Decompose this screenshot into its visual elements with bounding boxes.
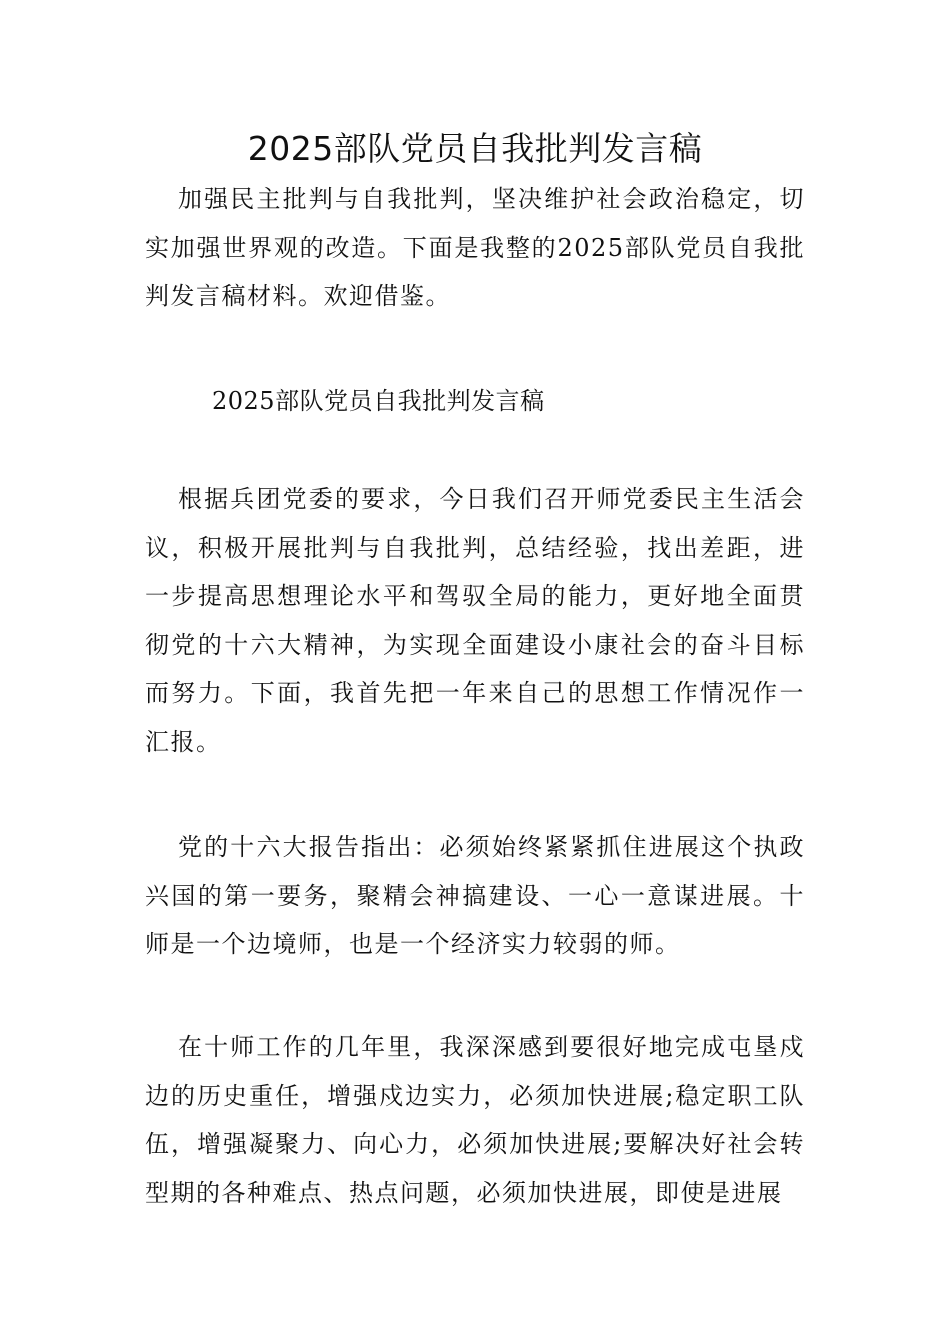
body-paragraph-3: 在十师工作的几年里，我深深感到要很好地完成屯垦戍边的历史重任，增强戍边实力，必须加快进展;稳定职工队伍，增强凝聚力、向心力，必须加快进展;要解决好社会转型期的各种难点、热点问题，必须加快进展，即使是进展 xyxy=(145,1033,805,1207)
body-paragraph-1: 根据兵团党委的要求，今日我们召开师党委民主生活会议，积极开展批判与自我批判，总结经验，找出差距，进一步提高思想理论水平和驾驭全局的能力，更好地全面贯彻党的十六大精神，为实现全面建设小康社会的奋斗目标而努力。下面，我首先把一年来自己的思想工作情况作一汇报。 xyxy=(145,485,805,756)
body-paragraph-2: 党的十六大报告指出：必须始终紧紧抓住进展这个执政兴国的第一要务，聚精会神搞建设、一心一意谋进展。十师是一个边境师，也是一个经济实力较弱的师。 xyxy=(145,833,805,958)
section-subtitle: 2025部队党员自我批判发言稿 xyxy=(212,387,545,415)
intro-paragraph: 加强民主批判与自我批判，坚决维护社会政治稳定，切实加强世界观的改造。下面是我整的2025部队党员自我批判发言稿材料。欢迎借鉴。 xyxy=(145,185,805,310)
document-title: 2025部队党员自我批判发言稿 xyxy=(247,129,703,168)
